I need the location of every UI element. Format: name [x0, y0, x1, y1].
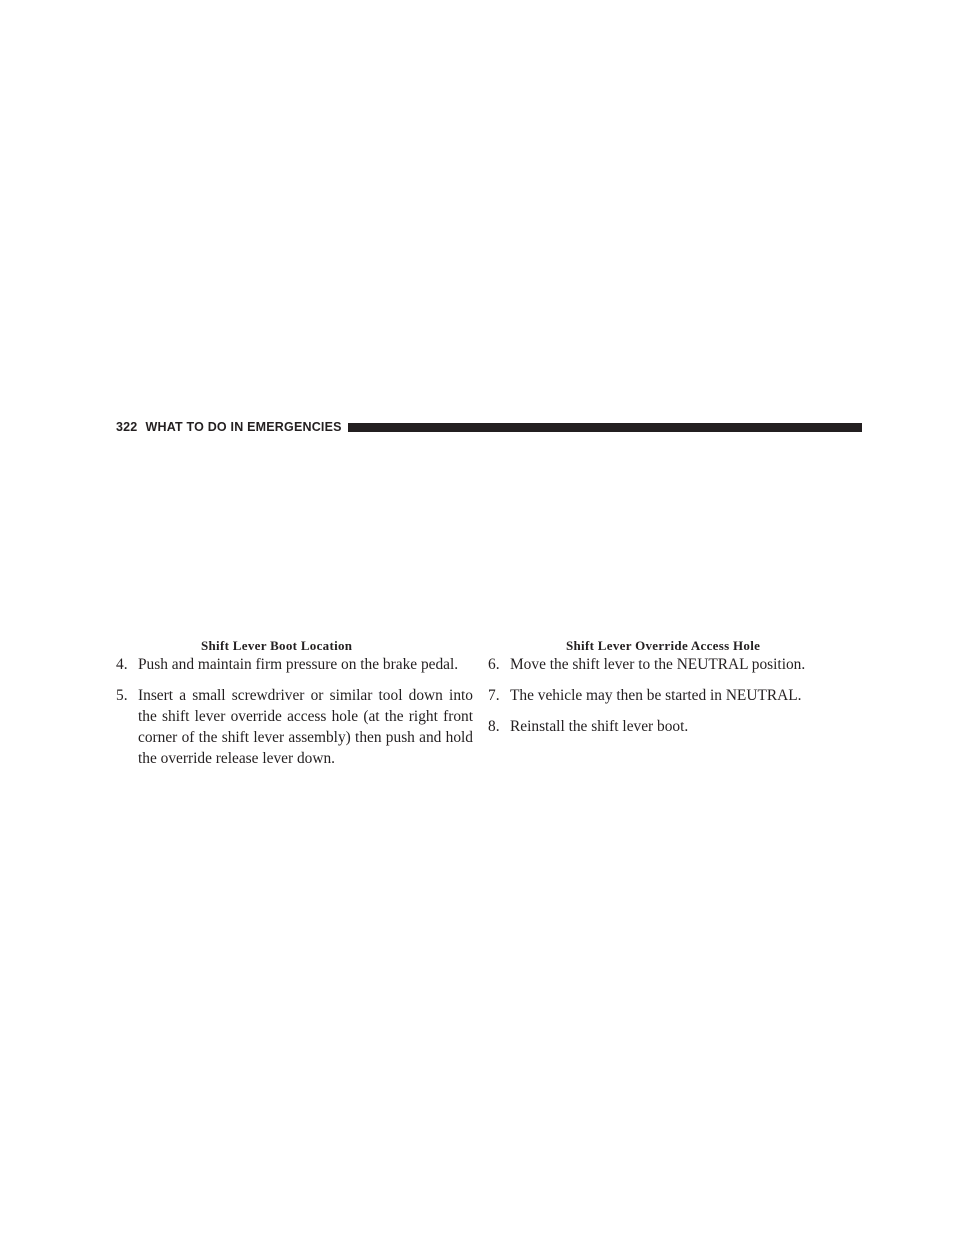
- step-text: Push and maintain firm pressure on the brake pedal.: [138, 656, 459, 673]
- step-text: The vehicle may then be started in NEUTRAL.: [510, 687, 802, 704]
- figure-caption-override-access-hole: Shift Lever Override Access Hole: [566, 638, 761, 653]
- page-number: 322: [116, 420, 138, 434]
- step-text: Reinstall the shift lever boot.: [510, 718, 689, 735]
- step-7: [488, 685, 860, 706]
- step-5: [116, 685, 473, 769]
- step-text: Insert a small screwdriver or similar tool down into the shift lever override access hole (at the right front corner of the shift lever assembly) then push and hold the override release lever down.: [138, 687, 473, 767]
- step-6: [488, 654, 860, 675]
- step-number: 6.: [488, 656, 500, 673]
- step-number: 8.: [488, 718, 500, 735]
- right-column: [488, 654, 860, 747]
- section-title: WHAT TO DO IN EMERGENCIES: [145, 420, 342, 434]
- figure-caption-boot-location: Shift Lever Boot Location: [201, 638, 353, 653]
- header-rule: [348, 423, 862, 432]
- step-number: 4.: [116, 656, 128, 673]
- step-4: [116, 654, 473, 675]
- left-column: [116, 654, 473, 779]
- step-number: 7.: [488, 687, 500, 704]
- step-8: [488, 716, 860, 737]
- page-header: [116, 418, 862, 436]
- step-text: Move the shift lever to the NEUTRAL position.: [510, 656, 806, 673]
- step-number: 5.: [116, 687, 128, 704]
